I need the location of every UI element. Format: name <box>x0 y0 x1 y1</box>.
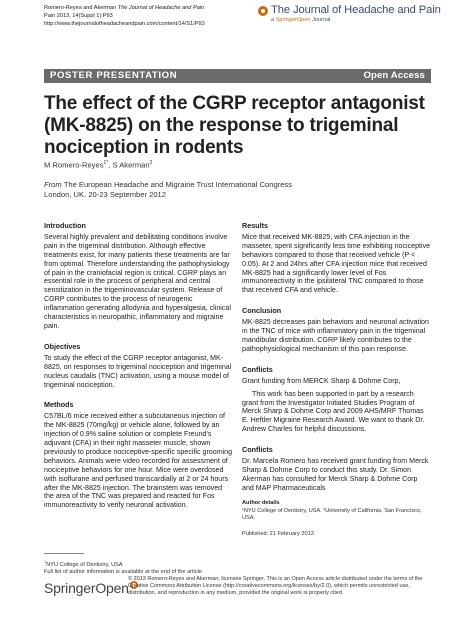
article-title: The effect of the CGRP receptor antagonist (MK-8825) on the response to trigeminal nociception in rodents <box>44 93 425 158</box>
poster-presentation-label: POSTER PRESENTATION <box>50 70 178 81</box>
conclusion-text: MK-8825 decreases pain behaviors and neuronal activation in the TNC of mice with inflammatory pain in the trigeminal mandibular distribution. CGRP likely contributes to the pathophysiological mechanism of this pain response. <box>242 318 429 353</box>
conclusion-heading: Conclusion <box>242 306 282 316</box>
methods-heading: Methods <box>44 400 74 410</box>
objectives-text: To study the effect of the CGRP receptor antagonist, MK-8825, on responses to trigeminal nociception and trigeminal nucleus caudalis (TNC) activation, using a mouse model of trigeminal nociception. <box>44 353 232 389</box>
introduction-heading: Introduction <box>44 221 86 230</box>
springeropen-logo-text: SpringerOpen <box>44 580 129 596</box>
author-details-text: ¹NYU College of Dentistry, USA. ²University of California, San Francisco, USA. <box>242 507 422 521</box>
copyright-notice: © 2013 Romero-Reyes and Akerman; licensee Springer. This is an Open Access article distributed under the terms of the Creative Commons Attribution License (http://creativecommons.org/licenses/by/2.0), which permits unrestricted use, distribution, and reproduction in any medium, provided the original work is properly cited. <box>128 576 423 596</box>
citation-header <box>44 5 234 28</box>
footnote-affiliation: $^1$NYU College of Dentistry, USA Full list of author information is available at the end of the article <box>44 559 202 575</box>
footnote-divider <box>44 553 84 554</box>
author-details-heading: Author details <box>242 499 280 506</box>
conflicts-heading: Conflicts <box>242 364 273 374</box>
results-text: Mice that received MK-8825, with CFA injection in the masseter, spent significantly less time exhibiting nociceptive behaviors compared to those that received vehicle (P < 0.05). At 2 and 24hrs after CFA injection mice that received MK-8825 had a significantly lower level of Fos immunoreactivity in the ipsilateral TNC compared to those that received CFA and vehicle. <box>242 232 431 295</box>
methods-text: C57BL/6 mice received either a subcutaneous injection of the MK-8825 (70mg/kg) or vehicle alone, followed by an injection of 0.9% saline solution or complete Freund's adjuvant (CFA) in their right masseter muscle, shown previously to produce nociceptive-specific specific grooming behaviors. Animals were video recorded for assessment of nociceptive behaviors for one hour. Mice were overdosed with isoflurane and perfused transcardially at 2 or 24 hours after the MK-8825 injection. The brainstem was removed the area of the TNC was prepared and reacted for Fos immunoreactivity to verify neuronal activation. <box>44 412 233 510</box>
conflicts-disclosure-text: Dr. Marcela Romero has received grant funding from Merck Sharp & Dohme Corp to conduct this study. Dr. Simon Akerman has consulted for Merck Sharp & Dohme Corp and MAP Pharmaceuticals <box>242 457 429 492</box>
citation-journal: The Journal of Headache and Pain <box>117 5 205 11</box>
published-date: Published: 21 February 2013 <box>242 530 314 537</box>
journal-logo-title: The Journal of Headache and Pain <box>271 4 441 16</box>
author-list: M Romero-Reyes$^{1*}$, S Akerman$^2$ <box>44 160 153 170</box>
right-column <box>242 222 431 538</box>
open-access-label: Open Access <box>363 70 425 81</box>
article-type-band <box>44 69 431 83</box>
results-heading: Results <box>242 221 268 230</box>
conflicts-grant-text: Grant funding from MERCK Sharp & Dohme Corp, <box>242 376 401 385</box>
author-romero-reyes[interactable]: M Romero-Reyes <box>44 160 104 170</box>
citation-volume: Pain 2013, 14(Suppl 1):P93 <box>44 12 113 19</box>
springeropen-footer-logo <box>44 580 138 596</box>
citation-url[interactable]: http://www.thejournalofheadacheandpain.com/content/14/S1/P93 <box>44 20 205 27</box>
objectives-heading: Objectives <box>44 341 81 351</box>
author-akerman[interactable]: S Akerman <box>112 160 150 170</box>
citation-authors: Romero-Reyes and Akerman <box>44 5 117 11</box>
conflicts-heading-2: Conflicts <box>242 445 273 455</box>
left-column <box>44 222 233 522</box>
journal-logo <box>258 4 441 23</box>
springeropen-logo-icon <box>258 6 268 16</box>
conference-source: From The European Headache and Migraine Trust International Congress London, UK. 20-23 September 2012 <box>44 180 293 199</box>
journal-logo-subtitle: a SpringerOpen Journal <box>271 17 331 23</box>
introduction-text: Several highly prevalent and debilitating conditions involve pain in the trigeminal distribution. Although effective treatments exist, for many patients these treatments are far from optimal. Therefore understanding the pathophysiology of pain in the craniofacial region is critical. CGRP plays an essential role in the process of peripheral and central sensitization in the trigeminovascular system. Release of CGRP contributes to the process of neurogenic inflammation generating allodynia and hyperalgesia, clinical characteristics in neuropathic, inflammatory and migraine pain. <box>44 232 231 330</box>
conflicts-support-text: This work has been supported in part by a research grant from the Investigator Initiated Studies Program of Merck Sharp & Dohme Corp and 2009 AHS/MRF Thomas E. Heftler Migraine Research Award. We want to thank Dr. Andrew Charles for helpful discussions. <box>242 389 425 434</box>
